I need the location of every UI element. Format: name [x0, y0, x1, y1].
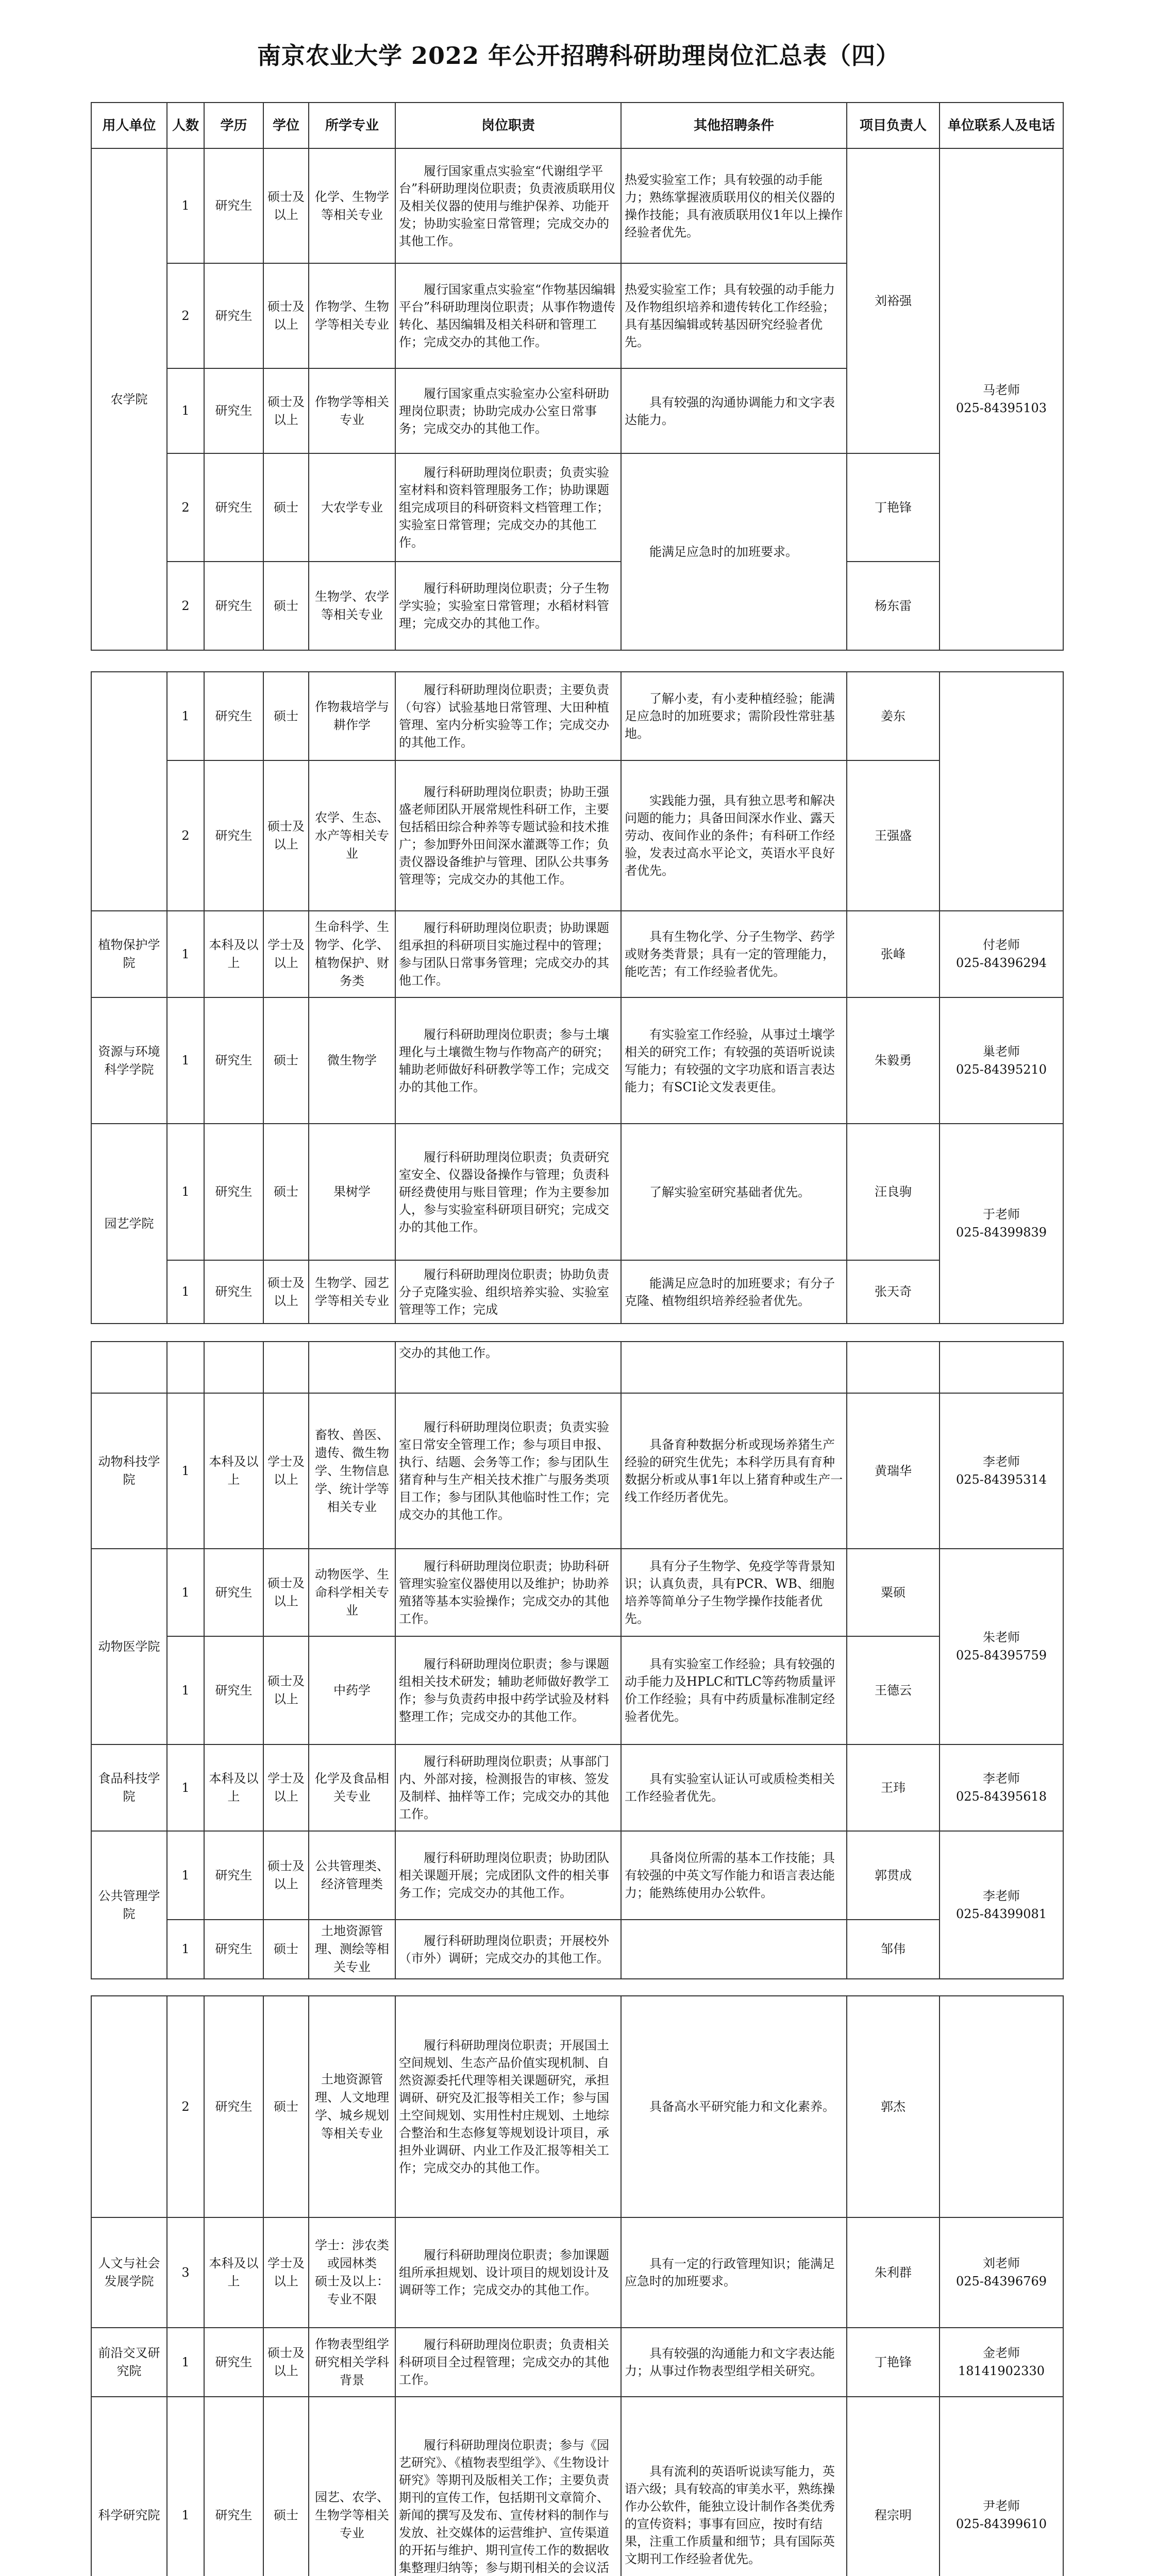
pi-cell: 粟硕 [847, 1549, 940, 1636]
pi-cell: 程宗明 [847, 2397, 940, 2576]
pi-cell [847, 1342, 940, 1393]
major-cell: 化学、生物学等相关专业 [309, 148, 395, 263]
education-cell: 本科及以上 [204, 2217, 263, 2328]
table-row [91, 453, 1063, 562]
unit-cell: 资源与环境科学学院 [91, 997, 167, 1124]
degree-cell: 硕士及以上 [263, 2328, 309, 2397]
unit-cell: 动物科技学院 [91, 1393, 167, 1549]
conditions-cell [621, 1920, 847, 1979]
duty-cell: 履行科研助理岗位职责；协助科研管理实验室仪器使用以及维护；协助养殖猪等基本实验操作；完成交办的其他工作。 [395, 1549, 621, 1636]
contact-cell: 金老师 18141902330 [940, 2328, 1063, 2397]
header-unit: 用人单位 [91, 103, 167, 148]
degree-cell: 硕士及以上 [263, 148, 309, 263]
degree-cell: 硕士及以上 [263, 760, 309, 911]
major-cell: 生物学、园艺学等相关专业 [309, 1260, 395, 1324]
table-row [91, 2328, 1063, 2397]
pi-cell: 邹伟 [847, 1920, 940, 1979]
education-cell [204, 1342, 263, 1393]
count-cell: 1 [167, 1920, 204, 1979]
header-major: 所学专业 [309, 103, 395, 148]
education-cell: 本科及以上 [204, 1393, 263, 1549]
duty-cell: 履行科研助理岗位职责；协助王强盛老师团队开展常规性科研工作，主要包括稻田综合种养等专题试验和技术推广；参加野外田间深水灌溉等工作；负责仪器设备维护与管理、团队公共事务管理等；完成交办的其他工作。 [395, 760, 621, 911]
table-row [91, 148, 1063, 263]
conditions-cell: 热爱实验室工作；具有较强的动手能力及作物组织培养和遗传转化工作经验；具有基因编辑或转基因研究经验者优先。 [621, 263, 847, 368]
major-cell: 农学、生态、水产等相关专业 [309, 760, 395, 911]
degree-cell: 硕士 [263, 453, 309, 562]
table-row [91, 562, 1063, 650]
degree-cell: 学士及以上 [263, 1744, 309, 1831]
duty-cell: 履行科研助理岗位职责；协助负责分子克隆实验、组织培养实验、实验室管理等工作；完成 [395, 1260, 621, 1324]
conditions-cell: 有实验室工作经验，从事过土壤学相关的研究工作；有较强的英语听说读写能力；有较强的文字功底和语言表达能力；有SCI论文发表更佳。 [621, 997, 847, 1124]
degree-cell: 硕士及以上 [263, 263, 309, 368]
pi-cell: 汪良驹 [847, 1124, 940, 1260]
major-cell: 作物学、生物学等相关专业 [309, 263, 395, 368]
duty-cell: 履行科研助理岗位职责；主要负责（句容）试验基地日常管理、大田种植管理、室内分析实验等工作；完成交办的其他工作。 [395, 672, 621, 760]
major-cell: 作物学等相关专业 [309, 368, 395, 453]
table-row [91, 760, 1063, 911]
header-degree: 学位 [263, 103, 309, 148]
duty-cell: 履行科研助理岗位职责；参与《园艺研究》、《植物表型组学》、《生物设计研究》等期刊及版相关工作；主要负责期刊的宣传工作，包括期刊文章简介、新闻的撰写及发布、宣传材料的制作与发放、社交媒体的运营维护、宣传渠道的开拓与维护、期刊宣传工作的数据收集整理归纳等；参与期刊相关的会议活 [395, 2397, 621, 2576]
education-cell: 研究生 [204, 1831, 263, 1920]
degree-cell [263, 1342, 309, 1393]
pi-cell: 姜东 [847, 672, 940, 760]
duty-cell: 履行科研助理岗位职责；从事部门内、外部对接，检测报告的审核、签发及制样、抽样等工作；完成交办的其他工作。 [395, 1744, 621, 1831]
pi-cell: 王德云 [847, 1636, 940, 1744]
table-row [91, 1124, 1063, 1260]
duty-cell: 履行科研助理岗位职责；负责研究室安全、仪器设备操作与管理；负责科研经费使用与账目管理；作为主要参加人，参与实验室科研项目研究；完成交办的其他工作。 [395, 1124, 621, 1260]
unit-cell: 动物医学院 [91, 1549, 167, 1744]
major-cell: 园艺、农学、生物学等相关专业 [309, 2397, 395, 2576]
count-cell: 1 [167, 997, 204, 1124]
duty-cell: 履行国家重点实验室办公室科研助理岗位职责；协助完成办公室日常事务；完成交办的其他工作。 [395, 368, 621, 453]
pi-cell: 张峰 [847, 911, 940, 997]
major-cell: 生物学、农学等相关专业 [309, 562, 395, 650]
count-cell: 1 [167, 1393, 204, 1549]
conditions-cell: 热爱实验室工作；具有较强的动手能力；熟练掌握液质联用仪的相关仪器的操作技能；具有液质联用仪1年以上操作经验者优先。 [621, 148, 847, 263]
conditions-cell: 具备高水平研究能力和文化素养。 [621, 1996, 847, 2217]
pi-cell: 刘裕强 [847, 148, 940, 453]
unit-cell: 人文与社会发展学院 [91, 2217, 167, 2328]
count-cell: 1 [167, 2328, 204, 2397]
duty-cell: 履行科研助理岗位职责；参加课题组所承担规划、设计项目的规划设计及调研等工作；完成交办的其他工作。 [395, 2217, 621, 2328]
pi-cell: 朱毅勇 [847, 997, 940, 1124]
duty-cell: 履行科研助理岗位职责；分子生物学实验；实验室日常管理；水稻材料管理；完成交办的其他工作。 [395, 562, 621, 650]
conditions-cell: 具有分子生物学、免疫学等背景知识；认真负责，具有PCR、WB、细胞培养等简单分子生物学操作技能者优先。 [621, 1549, 847, 1636]
count-cell: 2 [167, 453, 204, 562]
table-row [91, 1636, 1063, 1744]
unit-cell: 园艺学院 [91, 1124, 167, 1324]
education-cell: 本科及以上 [204, 911, 263, 997]
degree-cell: 硕士 [263, 2397, 309, 2576]
education-cell: 本科及以上 [204, 1744, 263, 1831]
count-cell: 2 [167, 263, 204, 368]
major-cell: 作物栽培学与耕作学 [309, 672, 395, 760]
duty-cell: 履行科研助理岗位职责；负责实验室材料和资料管理服务工作；协助课题组完成项目的科研资料文档管理工作；实验室日常管理；完成交办的其他工作。 [395, 453, 621, 562]
header-count: 人数 [167, 103, 204, 148]
table-row [91, 2217, 1063, 2328]
count-cell: 2 [167, 562, 204, 650]
table-row [91, 672, 1063, 760]
degree-cell: 硕士及以上 [263, 1636, 309, 1744]
education-cell: 研究生 [204, 1124, 263, 1260]
count-cell: 1 [167, 1831, 204, 1920]
pi-cell: 郭杰 [847, 1996, 940, 2217]
count-cell: 1 [167, 148, 204, 263]
count-cell: 1 [167, 1124, 204, 1260]
duty-cell: 履行国家重点实验室“作物基因编辑平台”科研助理岗位职责；从事作物遗传转化、基因编辑及相关科研和管理工作；完成交办的其他工作。 [395, 263, 621, 368]
table-row [91, 1744, 1063, 1831]
recruitment-table-page-2 [91, 671, 1064, 1324]
conditions-cell: 具有实验室认证认可或质检类相关工作经验者优先。 [621, 1744, 847, 1831]
contact-cell: 付老师 025-84396294 [940, 911, 1063, 997]
degree-cell: 硕士 [263, 1124, 309, 1260]
education-cell: 研究生 [204, 562, 263, 650]
duty-cell: 履行科研助理岗位职责；负责相关科研项目全过程管理；完成交办的其他工作。 [395, 2328, 621, 2397]
major-cell: 作物表型组学研究相关学科背景 [309, 2328, 395, 2397]
unit-cell [91, 1996, 167, 2217]
pi-cell: 丁艳锋 [847, 453, 940, 562]
education-cell: 研究生 [204, 1260, 263, 1324]
count-cell [167, 1342, 204, 1393]
table-row [91, 1831, 1063, 1920]
pi-cell: 杨东雷 [847, 562, 940, 650]
pi-cell: 郭贯成 [847, 1831, 940, 1920]
count-cell: 1 [167, 1260, 204, 1324]
education-cell: 研究生 [204, 263, 263, 368]
pi-cell: 朱利群 [847, 2217, 940, 2328]
table-row [91, 1260, 1063, 1324]
major-cell: 土地资源管理、人文地理学、城乡规划等相关专业 [309, 1996, 395, 2217]
unit-cell: 科学研究院 [91, 2397, 167, 2576]
conditions-cell: 能满足应急时的加班要求；有分子克隆、植物组织培养经验者优先。 [621, 1260, 847, 1324]
degree-cell: 硕士 [263, 562, 309, 650]
header-contact: 单位联系人及电话 [940, 103, 1063, 148]
major-cell: 公共管理类、经济管理类 [309, 1831, 395, 1920]
count-cell: 1 [167, 1744, 204, 1831]
major-cell: 学士：涉农类或园林类 硕士及以上：专业不限 [309, 2217, 395, 2328]
table-row-continued [91, 1342, 1063, 1393]
conditions-cell: 了解小麦，有小麦种植经验；能满足应急时的加班要求；需阶段性常驻基地。 [621, 672, 847, 760]
pi-cell: 王强盛 [847, 760, 940, 911]
major-cell: 化学及食品相关专业 [309, 1744, 395, 1831]
contact-cell [940, 672, 1063, 911]
degree-cell: 硕士及以上 [263, 1831, 309, 1920]
conditions-cell: 具有实验室工作经验；具有较强的动手能力及HPLC和TLC等药物质量评价工作经验；具有中药质量标准制定经验者优先。 [621, 1636, 847, 1744]
major-cell: 大农学专业 [309, 453, 395, 562]
count-cell: 1 [167, 2397, 204, 2576]
table-row [91, 1393, 1063, 1549]
duty-cell: 交办的其他工作。 [395, 1342, 621, 1393]
major-cell: 中药学 [309, 1636, 395, 1744]
count-cell: 1 [167, 911, 204, 997]
conditions-cell: 具有流利的英语听说读写能力，英语六级；具有较高的审美水平，熟练操作办公软件，能独立设计制作各类优秀的宣传资料；事事有回应，按时有结果，注重工作质量和细节；具有国际英文期刊工作经验者优先。 [621, 2397, 847, 2576]
contact-cell: 刘老师 025-84396769 [940, 2217, 1063, 2328]
header-duty: 岗位职责 [395, 103, 621, 148]
contact-cell: 马老师 025-84395103 [940, 148, 1063, 650]
table-row [91, 997, 1063, 1124]
table-row [91, 1549, 1063, 1636]
pi-cell: 王玮 [847, 1744, 940, 1831]
duty-cell: 履行科研助理岗位职责；参与课题组相关技术研发；辅助老师做好教学工作；参与负责药申报中药学试验及材料整理工作；完成交办的其他工作。 [395, 1636, 621, 1744]
count-cell: 2 [167, 760, 204, 911]
page-title: 南京农业大学 2022 年公开招聘科研助理岗位汇总表（四） [257, 42, 900, 70]
contact-cell [940, 1996, 1063, 2217]
major-cell [309, 1342, 395, 1393]
conditions-cell: 了解实验室研究基础者优先。 [621, 1124, 847, 1260]
header-pi: 项目负责人 [847, 103, 940, 148]
table-row [91, 1920, 1063, 1979]
duty-cell: 履行国家重点实验室“代谢组学平台”科研助理岗位职责；负责液质联用仪及相关仪器的使用与维护保养、功能开发；协助实验室日常管理；完成交办的其他工作。 [395, 148, 621, 263]
unit-cell: 食品科技学院 [91, 1744, 167, 1831]
pi-cell: 黄瑞华 [847, 1393, 940, 1549]
education-cell: 研究生 [204, 148, 263, 263]
unit-cell: 植物保护学院 [91, 911, 167, 997]
unit-cell: 农学院 [91, 148, 167, 650]
duty-cell: 履行科研助理岗位职责；参与土壤理化与土壤微生物与作物高产的研究；辅助老师做好科研教学等工作；完成交办的其他工作。 [395, 997, 621, 1124]
conditions-cell [621, 1342, 847, 1393]
major-cell: 生命科学、生物学、化学、植物保护、财务类 [309, 911, 395, 997]
recruitment-table-page-1 [91, 102, 1064, 651]
pi-cell: 张天奇 [847, 1260, 940, 1324]
recruitment-table-page-4 [91, 1995, 1064, 2576]
education-cell: 研究生 [204, 453, 263, 562]
degree-cell: 硕士 [263, 1996, 309, 2217]
education-cell: 研究生 [204, 1549, 263, 1636]
count-cell: 1 [167, 1636, 204, 1744]
major-cell: 微生物学 [309, 997, 395, 1124]
degree-cell: 硕士 [263, 997, 309, 1124]
unit-cell [91, 1342, 167, 1393]
table-header-row [91, 103, 1063, 148]
education-cell: 研究生 [204, 1920, 263, 1979]
contact-cell: 于老师 025-84399839 [940, 1124, 1063, 1324]
count-cell: 1 [167, 672, 204, 760]
duty-cell: 履行科研助理岗位职责；协助团队相关课题开展；完成团队文件的相关事务工作；完成交办的其他工作。 [395, 1831, 621, 1920]
contact-cell [940, 1342, 1063, 1393]
major-cell: 土地资源管理、测绘等相关专业 [309, 1920, 395, 1979]
table-row [91, 2397, 1063, 2576]
conditions-cell: 具有较强的沟通能力和文字表达能力；从事过作物表型组学相关研究。 [621, 2328, 847, 2397]
contact-cell: 巢老师 025-84395210 [940, 997, 1063, 1124]
degree-cell: 硕士及以上 [263, 1260, 309, 1324]
major-cell: 果树学 [309, 1124, 395, 1260]
table-row [91, 1996, 1063, 2217]
education-cell: 研究生 [204, 997, 263, 1124]
conditions-cell: 具有生物化学、分子生物学、药学或财务类背景；具有一定的管理能力，能吃苦；有工作经验者优先。 [621, 911, 847, 997]
duty-cell: 履行科研助理岗位职责；协助课题组承担的科研项目实施过程中的管理；参与团队日常事务管理；完成交办的其他工作。 [395, 911, 621, 997]
pi-cell: 丁艳锋 [847, 2328, 940, 2397]
education-cell: 研究生 [204, 672, 263, 760]
count-cell: 1 [167, 368, 204, 453]
count-cell: 2 [167, 1996, 204, 2217]
table-row [91, 911, 1063, 997]
duty-cell: 履行科研助理岗位职责；开展校外（市外）调研；完成交办的其他工作。 [395, 1920, 621, 1979]
degree-cell: 学士及以上 [263, 2217, 309, 2328]
education-cell: 研究生 [204, 368, 263, 453]
education-cell: 研究生 [204, 1636, 263, 1744]
degree-cell: 硕士及以上 [263, 368, 309, 453]
unit-cell: 前沿交叉研究院 [91, 2328, 167, 2397]
count-cell: 3 [167, 2217, 204, 2328]
recruitment-table-page-3 [91, 1341, 1064, 1979]
header-education: 学历 [204, 103, 263, 148]
degree-cell: 硕士及以上 [263, 1549, 309, 1636]
degree-cell: 硕士 [263, 672, 309, 760]
conditions-cell: 具备育种数据分析或现场养猪生产经验的研究生优先；本科学历具有育种数据分析或从事1年以上猪育种或生产一线工作经历者优先。 [621, 1393, 847, 1549]
conditions-cell: 具有较强的沟通协调能力和文字表达能力。 [621, 368, 847, 453]
unit-cell: 公共管理学院 [91, 1831, 167, 1979]
contact-cell: 李老师 025-84395314 [940, 1393, 1063, 1549]
unit-cell [91, 672, 167, 911]
degree-cell: 学士及以上 [263, 1393, 309, 1549]
major-cell: 畜牧、兽医、遗传、微生物学、生物信息学、统计学等相关专业 [309, 1393, 395, 1549]
conditions-cell: 具备岗位所需的基本工作技能；具有较强的中英文写作能力和语言表达能力；能熟练使用办公软件。 [621, 1831, 847, 1920]
degree-cell: 学士及以上 [263, 911, 309, 997]
contact-cell: 李老师 025-84399081 [940, 1831, 1063, 1979]
duty-cell: 履行科研助理岗位职责；负责实验室日常安全管理工作；参与项目申报、执行、结题、会务等工作；参与团队生猪育种与生产相关技术推广与服务类项目工作；参与团队其他临时性工作；完成交办的其他工作。 [395, 1393, 621, 1549]
degree-cell: 硕士 [263, 1920, 309, 1979]
education-cell: 研究生 [204, 2397, 263, 2576]
conditions-cell: 具有一定的行政管理知识；能满足应急时的加班要求。 [621, 2217, 847, 2328]
conditions-cell: 能满足应急时的加班要求。 [621, 453, 847, 650]
duty-cell: 履行科研助理岗位职责；开展国土空间规划、生态产品价值实现机制、自然资源委托代理等相关课题研究，承担调研、研究及汇报等相关工作；参与国土空间规划、实用性村庄规划、土地综合整治和生态修复等规划设计项目，承担外业调研、内业工作及汇报等相关工作；完成交办的其他工作。 [395, 1996, 621, 2217]
education-cell: 研究生 [204, 760, 263, 911]
conditions-cell: 实践能力强，具有独立思考和解决问题的能力；具备田间深水作业、露天劳动、夜间作业的条件；有科研工作经验，发表过高水平论文，英语水平良好者优先。 [621, 760, 847, 911]
contact-cell: 李老师 025-84395618 [940, 1744, 1063, 1831]
contact-cell: 朱老师 025-84395759 [940, 1549, 1063, 1744]
count-cell: 1 [167, 1549, 204, 1636]
contact-cell: 尹老师 025-84399610 [940, 2397, 1063, 2576]
education-cell: 研究生 [204, 2328, 263, 2397]
education-cell: 研究生 [204, 1996, 263, 2217]
header-conditions: 其他招聘条件 [621, 103, 847, 148]
major-cell: 动物医学、生命科学相关专业 [309, 1549, 395, 1636]
